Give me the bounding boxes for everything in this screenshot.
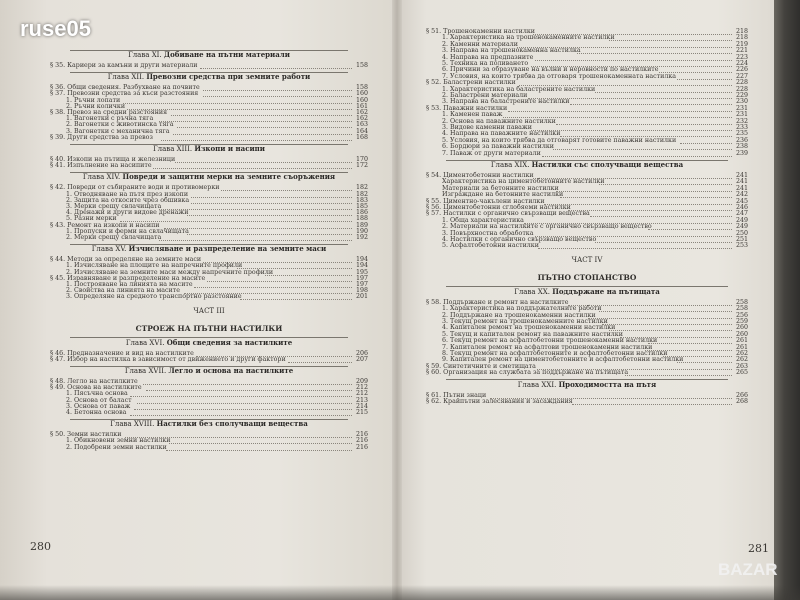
toc-entry: 3. Видове каменни паважи <box>442 124 532 131</box>
chapter-title: Легло и основа на настилките <box>168 366 294 375</box>
toc-entry: § 44. Методи за определяне на земните маси <box>50 256 202 264</box>
chapter-number: Глава XIII. <box>153 145 195 153</box>
toc-page-number: 197 <box>355 274 368 282</box>
book-gutter <box>392 0 402 600</box>
chapter-heading <box>426 380 748 390</box>
toc-entry: 8. Текущ ремонт на асфалтобетонните и асфалтобетонни настилки <box>442 350 668 357</box>
toc-page-number: 190 <box>355 227 368 235</box>
chapter-title: Изкопи и насипи <box>194 144 265 153</box>
toc-entry: § 38. Превоз на средни разстояния <box>50 109 168 116</box>
toc-page-number: 260 <box>735 324 748 332</box>
toc-page-number: 228 <box>735 85 748 93</box>
section-rule <box>446 286 728 287</box>
toc-entry: § 59. Синтетичните и сметищата <box>426 362 536 370</box>
toc-page-number: 215 <box>355 409 368 416</box>
toc-entry: 5. Условия, на които трябва да отговарят готовите паважни настилки <box>442 136 677 144</box>
toc-page-number: 230 <box>735 98 748 106</box>
toc-page-number: 231 <box>735 104 748 112</box>
toc-page-number: 260 <box>735 330 748 338</box>
toc-page-number: 229 <box>735 92 748 99</box>
chapter-number: Глава XV. <box>91 245 129 254</box>
toc-entry: 1. Каменен паваж <box>442 111 503 119</box>
section-rule <box>70 144 348 145</box>
toc-page-number: 213 <box>355 396 368 404</box>
toc-page-number: 227 <box>735 72 748 80</box>
toc-entry: § 61. Пътни знаци <box>426 391 487 399</box>
toc-entry: 3. Направа на баластрените настилки <box>442 98 570 106</box>
toc-entry: 6. Текущ ремонт на асфалтобетонни трошенокаменни настилки <box>442 337 658 345</box>
toc-page-number: 218 <box>735 34 748 42</box>
toc-page-number: 214 <box>355 402 368 410</box>
toc-entry: 1. Изчисляване на площите на напречните профили <box>66 262 243 270</box>
toc-entry: 3. Мерки срещу свлачищата <box>66 203 162 210</box>
toc-page-number: 160 <box>355 96 368 104</box>
toc-page-number: 197 <box>355 281 368 288</box>
leader-dots <box>572 397 732 405</box>
toc-entry: 1. Характеристика на трошенокаменните настилки <box>442 34 615 42</box>
toc-entry: 7. Паваж от други материали <box>442 149 541 157</box>
toc-entry: § 57. Настилки с органично свързващи вещества <box>426 210 590 218</box>
toc-entry: § 50. Земни настилки <box>50 431 122 439</box>
toc-entry: 4. Капитален ремонт на трошенокаменни настилки <box>442 324 616 332</box>
section-rule <box>70 72 348 73</box>
toc-page-number: 183 <box>355 196 368 204</box>
toc-page-number: 262 <box>735 350 748 357</box>
toc-page-number: 182 <box>355 190 368 198</box>
section-rule <box>446 160 728 161</box>
toc-entry: 1. Отводняване на пътя през изкопи <box>66 190 189 198</box>
chapter-heading <box>50 72 368 82</box>
toc-entry: 2. Вагонетки с животинска тяга <box>66 121 174 129</box>
section-rule <box>446 379 728 380</box>
toc-page-number: 188 <box>355 215 368 223</box>
chapter-title: Общи сведения за настилките <box>166 337 293 347</box>
toc-page-number: 161 <box>355 102 368 110</box>
leader-dots <box>538 241 732 249</box>
toc-entry: 2. Баластрени материали <box>442 92 528 99</box>
toc-entry: 1. Пясъчна основа <box>66 390 128 398</box>
toc-entry: 3. Основа от паваж <box>66 402 131 410</box>
toc-page-number: 194 <box>355 256 368 264</box>
toc-page-number: 224 <box>735 60 748 67</box>
toc-page-number: 265 <box>735 369 748 377</box>
toc-entry: 2. Свойства на линията на масите <box>66 287 180 295</box>
toc-page-number: 245 <box>735 197 748 205</box>
leader-dots <box>625 368 732 376</box>
leader-dots <box>130 408 352 416</box>
toc-entry: 4. Бетонна основа <box>66 409 127 416</box>
toc-page-number: 186 <box>355 209 368 217</box>
toc-page-number: 242 <box>735 191 748 199</box>
toc-page-number: 261 <box>735 337 748 345</box>
toc-page-number: 158 <box>355 84 368 92</box>
toc-page-number: 162 <box>355 115 368 123</box>
bottom-shadow <box>0 585 800 600</box>
toc-entry: 2. Поддържане на трошенокаменни настилки <box>442 311 596 319</box>
toc-page-number: 239 <box>735 149 748 157</box>
toc-page-number: 195 <box>355 268 368 276</box>
toc-page-number: 192 <box>355 234 368 241</box>
chapter-number: Глава XX. <box>514 287 553 296</box>
toc-entry: 5. Разни мерки <box>66 215 117 223</box>
chapter-heading <box>50 172 368 182</box>
toc-entry: § 51. Трошенокаменни настилки <box>426 28 535 35</box>
toc-page-number: 258 <box>735 305 748 313</box>
toc-entry: 5. Асфалтобетонни настилки <box>442 242 539 250</box>
section-rule <box>70 244 348 245</box>
leader-dots <box>240 292 352 300</box>
part-title: СТРОЕЖ НА ПЪТНИ НАСТИЛКИ <box>135 323 283 333</box>
toc-entry: 1. Построяване на линията на масите <box>66 281 193 288</box>
leader-dots <box>153 161 352 169</box>
toc-entry: § 56. Циментобетонни сглобяеми настилки <box>426 204 571 211</box>
left-page-number: 280 <box>30 540 51 553</box>
toc-entry: § 55. Циментно-чакълени настилки <box>426 197 545 205</box>
toc-entry: § 36. Общи сведения. Разбухване на почвите <box>50 84 200 92</box>
toc-entry: § 40. Изкопи на пътища и железници <box>50 156 176 163</box>
toc-page-number: 262 <box>735 356 748 364</box>
toc-entry: Изграждане на бетонните настилки <box>442 191 564 199</box>
leader-dots <box>159 233 352 241</box>
chapter-number: Глава XIX. <box>490 161 532 169</box>
toc-entry: § 62. Крайпътни залесявания и засаждания <box>426 398 573 405</box>
toc-page-number: 253 <box>735 242 748 250</box>
toc-entry: 3. Определяне на средното транспортно разстояние <box>66 293 242 301</box>
leader-dots <box>288 355 352 363</box>
toc-page-number: 250 <box>735 229 748 237</box>
toc-page-number: 221 <box>735 47 748 55</box>
toc-page-number: 256 <box>735 311 748 319</box>
toc-page-number: 223 <box>735 53 748 61</box>
toc-entry: § 42. Повреди от събираните води и противомерки <box>50 184 220 192</box>
toc-page-number: 194 <box>355 262 368 270</box>
toc-page-number: 241 <box>735 178 748 186</box>
toc-entry: 5. Техника на поливането <box>442 60 529 67</box>
right-page <box>396 0 774 600</box>
toc-page-number: 261 <box>735 343 748 351</box>
toc-entry: 3. Текущ ремонт на трошенокаменните настилки <box>442 318 608 325</box>
chapter-number: Глава XIV. <box>82 173 123 182</box>
chapter-title: Поврeди и защитни мерки на земните съоръжения <box>122 172 336 182</box>
toc-entry: 1. Характеристика на баластрените настилки <box>442 85 596 93</box>
toc-entry: 4. Направа на паважните настилки <box>442 130 561 138</box>
toc-entry: § 53. Паважни настилки <box>426 104 508 112</box>
toc-entry: Характеристика на циментобетонните настилки <box>442 178 605 186</box>
chapter-number: Глава XVI. <box>125 338 167 347</box>
toc-entry: § 41. Изпълнение на насипите <box>50 162 152 170</box>
toc-entry: 1. Вагонетки с ръчна тяга <box>66 115 154 123</box>
toc-page-number: 172 <box>355 162 368 170</box>
toc-entry: 1. Обща характеристика <box>442 216 524 224</box>
toc-page-number: 231 <box>735 111 748 119</box>
toc-page-number: 189 <box>355 221 368 229</box>
toc-entry: 2. Защита на откосите чрез обшивка <box>66 196 190 204</box>
leader-dots <box>161 133 353 141</box>
toc-entry: 4. Настилки с органично свързващо вещество <box>442 236 597 243</box>
chapter-heading <box>50 419 368 429</box>
toc-entry: 6. Причини за образуване на вълни и неровности по настилките <box>442 66 659 74</box>
chapter-heading <box>50 50 368 60</box>
toc-page-number: 241 <box>735 184 748 192</box>
toc-page-number: 232 <box>735 117 748 125</box>
toc-entry: 5. Текущ и капитален ремонт на паважните настилки <box>442 330 623 338</box>
toc-page-number: 235 <box>735 130 748 138</box>
toc-page-number: 266 <box>735 391 748 399</box>
toc-entry: 2. Материали на настилките с органично свързващо вещество <box>442 223 652 231</box>
toc-page-number: 246 <box>735 204 748 211</box>
toc-page-number: 207 <box>355 355 368 363</box>
toc-page-number: 236 <box>735 136 748 144</box>
toc-entry: 1. Характеристика на поддържателните работи <box>442 305 602 313</box>
toc-entry: 7. Капитален ремонт на асфалтови трошенокаменни настилки <box>442 343 653 351</box>
toc-entry: 2. Основа от баласт <box>66 396 132 404</box>
chapter-title: Проходимостта на пътя <box>558 379 657 389</box>
chapter-number: Глава XVIII. <box>110 420 157 429</box>
toc-entry: § 37. Превозни средства за къси разстояния <box>50 90 199 98</box>
chapter-title: Настилки със сполучващи вещества <box>531 160 684 169</box>
toc-page-number: 158 <box>355 62 368 69</box>
book-cover-edge <box>774 0 800 600</box>
chapter-title: Поддържане на пътищата <box>552 286 660 296</box>
toc-entry: § 47. Избор на настилка в зависимост от движението и други фактори <box>50 355 286 363</box>
watermark-top-left: ruse05 <box>20 16 91 41</box>
chapter-title: Добиване на пътни материали <box>163 50 290 59</box>
toc-entry: § 45. Изравняване и разпределение на масите <box>50 274 206 282</box>
toc-entry: 9. Капитален ремонт на циментобетонните и асфалтобетонни настилки <box>442 356 684 364</box>
toc-page-number: 247 <box>735 210 748 218</box>
chapter-number: Глава XII. <box>107 73 147 82</box>
toc-entry: 2. Мерки срещу свлачищата <box>66 234 162 241</box>
toc-page-number: 209 <box>355 378 368 385</box>
toc-entry: § 46. Предназначение и вид на настилките <box>50 349 194 357</box>
chapter-number: Глава XXI. <box>517 380 559 389</box>
toc-page-number: 212 <box>355 384 368 392</box>
toc-page-number: 218 <box>735 28 748 35</box>
toc-entry: § 35. Кариери за камъни и други материали <box>50 62 198 69</box>
toc-entry: 1. Пропуски и ферми на свлачищата <box>66 227 189 235</box>
toc-page-number: 241 <box>735 172 748 179</box>
section-rule <box>70 419 348 420</box>
toc-page-number: 259 <box>735 318 748 325</box>
toc-page-number: 233 <box>735 124 748 131</box>
toc-page-number: 168 <box>355 133 368 141</box>
chapter-title: Изчисляване и разпределение на земните маси <box>128 244 327 254</box>
part-number: ЧАСТ IV <box>571 255 603 264</box>
section-rule <box>70 50 348 51</box>
watermark-bottom-right: BAZAR <box>718 560 778 579</box>
toc-page-number: 226 <box>735 66 748 74</box>
toc-entry: 2. Изчисляване на земните маси между напречните профили <box>66 268 274 276</box>
toc-page-number: 216 <box>355 437 368 445</box>
toc-entry: 1. Ръчни лопати <box>66 96 121 104</box>
toc-entry: 3. Повърхностна обработка <box>442 229 534 237</box>
toc-page-number: 219 <box>735 40 748 48</box>
toc-entry: § 52. Баластрени настилки <box>426 79 516 87</box>
toc-page-number: 170 <box>355 156 368 163</box>
toc-entry: 2. Каменни материали <box>442 40 518 48</box>
toc-entry: § 43. Ремонт на изкопи и насипи <box>50 221 160 229</box>
toc-page-number: 198 <box>355 287 368 295</box>
toc-page-number: 251 <box>735 236 748 243</box>
part-title: ПЪТНО СТОПАНСТВО <box>537 272 637 282</box>
section-rule <box>70 337 348 338</box>
toc-entry: § 58. Поддържане и ремонт на настилките <box>426 298 569 306</box>
toc-page-number: 249 <box>735 223 748 231</box>
toc-entry: 4. Направа на предпазните <box>442 53 534 61</box>
toc-entry: 2. Ръчни колички <box>66 102 126 110</box>
toc-entry: § 48. Легло на настилките <box>50 378 138 385</box>
toc-entry: 2. Основа на паважните настилки <box>442 117 556 125</box>
toc-entry: 1. Обикновени земни настилки <box>66 437 171 445</box>
toc-page-number: 162 <box>355 109 368 116</box>
chapter-title: Настилки без сполучващи вещества <box>156 419 308 429</box>
left-page <box>0 0 396 600</box>
toc-page-number: 185 <box>355 203 368 210</box>
toc-page-number: 206 <box>355 349 368 357</box>
toc-entry: 2. Подобрени земни настилки <box>66 443 167 451</box>
right-page-number: 281 <box>748 542 769 555</box>
toc-page-number: 160 <box>355 90 368 98</box>
chapter-heading <box>50 244 368 254</box>
toc-page-number: 216 <box>355 443 368 451</box>
leader-dots <box>166 443 352 451</box>
toc-page-number: 216 <box>355 431 368 439</box>
toc-page-number: 258 <box>735 298 748 306</box>
toc-page-number: 238 <box>735 143 748 151</box>
toc-entry: 6. Бордюри за паважни настилки <box>442 143 554 151</box>
toc-page-number: 182 <box>355 184 368 192</box>
toc-page-number: 263 <box>735 362 748 370</box>
toc-entry: 4. Дренажи и други видове дренажи <box>66 209 189 217</box>
chapter-heading <box>426 160 748 170</box>
section-rule <box>70 366 348 367</box>
toc-entry: § 60. Организация на службата за поддържане на пътищата <box>426 369 629 377</box>
toc-entry: 7. Условия, на които трябва да отговаря трошенокаменната настилка <box>442 72 677 80</box>
chapter-heading <box>50 366 368 376</box>
chapter-title: Превозни средства при земните работи <box>146 72 311 82</box>
toc-entry: Материали за бетонните настилки <box>442 184 559 192</box>
chapter-number: Глава XVII. <box>124 367 169 375</box>
leader-dots <box>200 61 352 69</box>
leader-dots <box>542 149 732 157</box>
toc-page-number: 163 <box>355 121 368 129</box>
chapter-number: Глава XI. <box>128 51 164 59</box>
chapter-heading <box>50 338 368 348</box>
toc-page-number: 249 <box>735 216 748 224</box>
toc-entry: 3. Направа на трошенокаменна настилка <box>442 47 581 55</box>
toc-entry: 3. Вагонетки с механична тяга <box>66 127 170 135</box>
toc-page-number: 228 <box>735 79 748 87</box>
toc-page-number: 268 <box>735 398 748 405</box>
toc-page-number: 164 <box>355 127 368 135</box>
toc-page-number: 201 <box>355 293 368 301</box>
toc-entry: § 49. Основа на настилките <box>50 384 142 392</box>
toc-page-number: 212 <box>355 390 368 398</box>
chapter-heading <box>50 144 368 154</box>
part-number: ЧАСТ III <box>193 306 225 315</box>
toc-entry: § 54. Циментобетонни настилки <box>426 172 534 179</box>
section-rule <box>70 172 348 173</box>
toc-entry: § 39. Други средства за превоз <box>50 133 153 141</box>
chapter-heading <box>426 287 748 297</box>
